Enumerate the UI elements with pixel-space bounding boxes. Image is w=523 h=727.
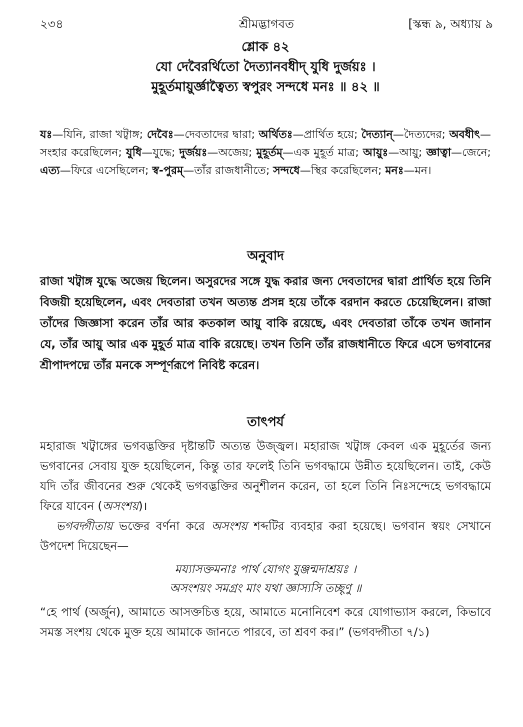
synonym-meaning: যিনি, রাজা খট্বাঙ্গ; — [63, 128, 144, 141]
purport-text: )। — [138, 499, 148, 513]
purport-italic-term: অসংশয় — [211, 519, 248, 533]
synonym-word: আয়ুঃ — [363, 146, 389, 159]
synonym-word: দুর্জয়ঃ — [179, 146, 208, 159]
synonym-meaning: এক মুহূর্ত মাত্র; — [293, 146, 359, 159]
purport-paragraph-1 — [40, 436, 491, 516]
translation-title: অনুবাদ — [247, 249, 284, 264]
synonym-meaning: মন। — [414, 164, 432, 177]
quote-line-1: ময্যাসক্তমনাঃ পার্থ যোগং যুঞ্জন্মদাশ্রয়ঃ । — [174, 562, 357, 576]
chapter-reference: [স্কন্ধ ৯, অধ্যায় ৯ — [408, 17, 493, 31]
synonym-meaning: সংহার করেছিলেন; — [40, 146, 122, 159]
purport-paragraph-2 — [40, 516, 491, 556]
verse-block — [40, 38, 491, 98]
synonym-word: স্ব-পুরম্ — [152, 164, 184, 177]
purport-text: মহারাজ খট্বাঙ্গের ভগবদ্ভক্তির দৃষ্টান্তটি অত্যন্ত উজ্জ্বল। মহারাজ খট্বাঙ্গ কেবল এক মুহূর্তের জন্য ভগবানের সেবায় যুক্ত হয়েছিলেন, কিন্তু তার ফলেই তিনি ভগবদ্ধামে উন্নীত হয়েছিলেন। তাই, কেউ যদি তাঁর জীবনের শুরু থেকেই ভগবদ্ভক্তির অনুশীলন করেন, তা হলে তিনি নিঃসন্দেহে ভগবদ্ধামে ফিরে যাবেন ( — [40, 439, 491, 513]
synonym-word: দেবৈঃ — [146, 128, 174, 141]
synonym-word: যঃ — [40, 128, 53, 141]
purport-italic-term: ভগবদ্গীতায় — [56, 519, 113, 533]
verse-title: শ্লোক ৪২ — [241, 40, 290, 55]
synonym-meaning: আয়ু; — [399, 146, 423, 159]
synonym-word: অর্থিতঃ — [258, 128, 293, 141]
purport-italic-term: অসংশয় — [102, 499, 139, 513]
synonym-meaning: প্রার্থিত হয়ে; — [303, 128, 358, 141]
translation-text: রাজা খট্বাঙ্গ যুদ্ধে অজেয় ছিলেন। অসুরদের সঙ্গে যুদ্ধ করার জন্য দেবতাদের দ্বারা প্রার্থিত হয়ে তিনি বিজয়ী হয়েছিলেন, এবং দেবতারা তখন অত্যন্ত প্রসন্ন হয়ে তাঁকে বরদান করতে চেয়েছিলেন। রাজা তাঁদের জিজ্ঞাসা করেন তাঁর আর কতকাল আয়ু বাকি রয়েছে, এবং দেবতারা তাঁকে তখন জানান যে, তাঁর আয়ু আর এক মুহূর্ত মাত্র বাকি রয়েছে। তখন তিনি তাঁর রাজধানীতে ফিরে এসে ভগবানের শ্রীপাদপদ্মে তাঁর মনকে সম্পূর্ণরূপে নিবিষ্ট করেন। — [40, 274, 491, 372]
synonym-meaning: দেবতাদের দ্বারা; — [184, 128, 256, 141]
synonyms-block: যঃ—যিনি, রাজা খট্বাঙ্গ; দেবৈঃ—দেবতাদের দ্বারা; অর্থিতঃ—প্রার্থিত হয়ে; দৈত্যান্—দৈত্যদের; অবধীৎ—সংহার করেছিলেন; যুধি—যুদ্ধে; দুর্জয়ঃ—অজেয়; মুহূর্তম্—এক মুহূর্ত মাত্র; আয়ুঃ—আয়ু; জ্ঞাত্বা—জেনে; এত্য—ফিরে এসেছিলেন; স্ব-পুরম্—তাঁর রাজধানীতে; সন্দধে—স্থির করেছিলেন; মনঃ—মন। — [40, 128, 492, 177]
synonym-word: যুধি — [126, 146, 142, 159]
purport-title: তাৎপর্য — [247, 415, 284, 430]
purport-text: ভক্তের বর্ণনা করে — [112, 519, 212, 533]
synonym-word: মনঃ — [385, 164, 404, 177]
synonym-word: জ্ঞাত্বা — [426, 146, 452, 159]
page-number: ২৩৪ — [40, 17, 64, 31]
synonym-meaning: তাঁর রাজধানীতে; — [194, 164, 270, 177]
synonym-word: অবধীৎ — [449, 128, 481, 141]
synonym-word: মুহূর্তম্ — [256, 146, 283, 159]
running-header — [40, 16, 493, 34]
gita-quote — [40, 560, 491, 598]
purport-paragraph-3: “হে পার্থ (অর্জুন), আমাতে আসক্তচিত্ত হয়ে, আমাতে মনোনিবেশ করে যোগাভ্যাস করলে, কিভাবে সমস্ত সংশয় থেকে মুক্ত হয়ে আমাকে জানতে পারবে, তা শ্রবণ কর।” (ভগবদ্গীতা ৭/১) — [40, 605, 491, 639]
purport-heading — [40, 413, 491, 436]
synonym-word: সন্দধে — [273, 164, 300, 177]
quote-line-2: অসংশয়ং সমগ্রং মাং যথা জ্ঞাস্যসি তচ্ছৃণু ॥ — [169, 581, 362, 595]
purport-body — [40, 436, 491, 642]
synonym-word: দৈত্যান্ — [361, 128, 393, 141]
synonym-word: এত্য — [40, 164, 60, 177]
book-title: শ্রীমদ্ভাগবত — [238, 17, 294, 31]
synonym-meaning: স্থির করেছিলেন; — [310, 164, 382, 177]
synonym-meaning: অজেয়; — [218, 146, 253, 159]
verse-line-1: যো দেবৈরর্থিতো দৈত্যানবধীদ্ যুধি দুর্জয়ঃ । — [155, 60, 376, 75]
translation-heading — [40, 247, 491, 270]
verse-line-2: মুহূর্তমায়ুর্জ্ঞাত্বৈত্য স্বপুরং সন্দধে মনঃ ॥ ৪২ ॥ — [151, 80, 380, 95]
synonym-meaning: দৈত্যদের; — [403, 128, 446, 141]
synonym-meaning: জেনে; — [462, 146, 492, 159]
purport-text: শব্দটির ব্যবহার করা হয়েছে। ভগবান স্বয়ং সেখানে উপদেশ দিয়েছেন— — [40, 519, 491, 553]
synonym-meaning: ফিরে এসেছিলেন; — [70, 164, 149, 177]
synonym-meaning: যুদ্ধে; — [152, 146, 176, 159]
